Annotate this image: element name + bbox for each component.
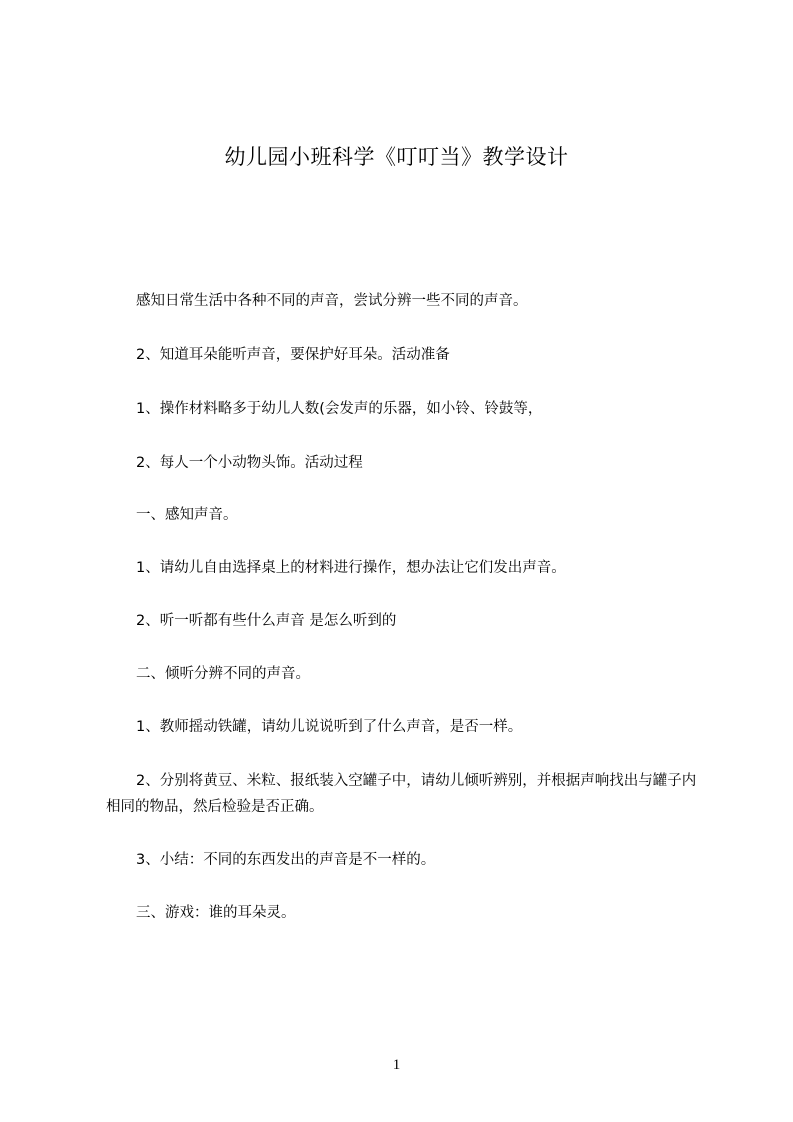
paragraph: 1、教师摇动铁罐，请幼儿说说听到了什么声音，是否一样。: [136, 719, 523, 735]
paragraph: 2、知道耳朵能听声音，要保护好耳朵。活动准备: [136, 347, 450, 363]
paragraph: 2、听一听都有些什么声音 是怎么听到的: [136, 613, 397, 629]
paragraph: 3、小结：不同的东西发出的声音是不一样的。: [136, 852, 436, 868]
document-title: 幼儿园小班科学《叮叮当》教学设计: [224, 145, 569, 169]
paragraph: 感知日常生活中各种不同的声音，尝试分辨一些不同的声音。: [136, 293, 528, 309]
paragraph: 三、游戏：谁的耳朵灵。: [136, 905, 296, 921]
paragraph: 1、请幼儿自由选择桌上的材料进行操作，想办法让它们发出声音。: [136, 560, 566, 576]
paragraph: 2、分别将黄豆、米粒、报纸装入空罐子中，请幼儿倾听辨别，并根据声响找出与罐子内相同的物品，然后检验是否正确。: [106, 773, 697, 815]
paragraph: 1、操作材料略多于幼儿人数(会发声的乐器，如小铃、铃鼓等，: [136, 401, 543, 417]
paragraph: 二、倾听分辨不同的声音。: [136, 666, 310, 682]
paragraph: 2、每人一个小动物头饰。活动过程: [136, 455, 363, 471]
paragraph: 一、感知声音。: [136, 507, 238, 523]
page-number: 1: [392, 1057, 401, 1073]
